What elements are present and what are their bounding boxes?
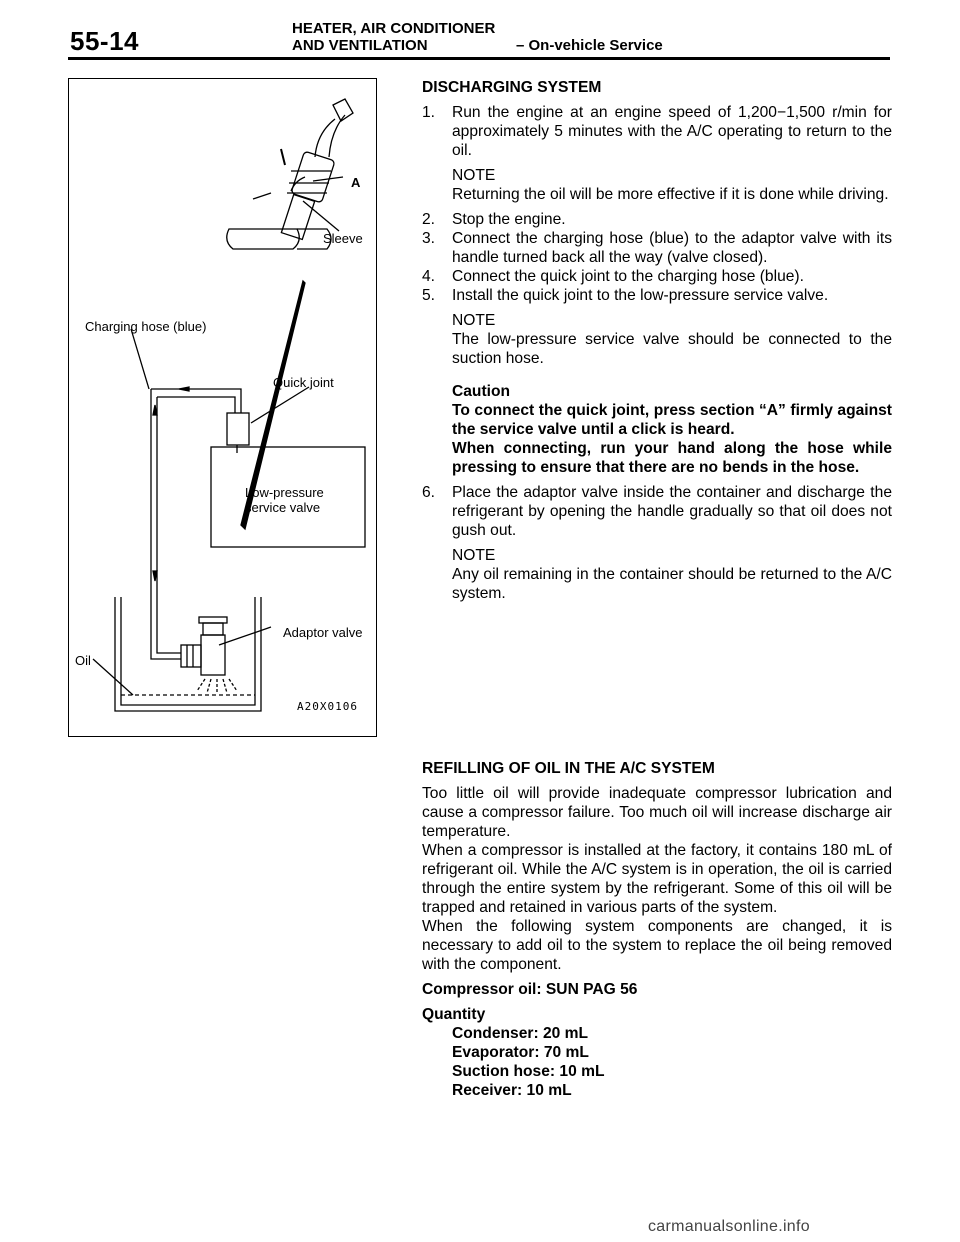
- step-5-text: Install the quick joint to the low-pressure service valve.: [452, 287, 829, 304]
- step-3-text: Connect the charging hose (blue) to the adaptor valve with its handle turned back all the way (valve closed).: [452, 230, 892, 266]
- refilling-para-2: When a compressor is installed at the factory, it contains 180 mL of refrigerant oil. While the A/C system is in operation, the oil is carried through the entire system by the refrigerant. Some of this oil will be trapped and retained in various parts of the system.: [422, 842, 892, 916]
- label-oil: Oil: [75, 653, 91, 668]
- figure-code: A20X0106: [297, 700, 358, 713]
- quantity-condenser: Condenser: 20 mL: [452, 1025, 589, 1042]
- note-3-label: NOTE: [452, 547, 496, 564]
- caution-text-2: When connecting, run your hand along the hose while pressing to ensure that there are no bends in the hose.: [452, 440, 892, 476]
- label-a: A: [351, 175, 361, 190]
- refilling-para-1: Too little oil will provide inadequate compressor lubrication and cause a compressor failure. Too much oil will increase discharge air temperature.: [422, 785, 892, 840]
- quantity-receiver: Receiver: 10 mL: [452, 1082, 572, 1099]
- discharging-heading: DISCHARGING SYSTEM: [422, 79, 602, 96]
- step-1-text: Run the engine at an engine speed of 1,200−1,500 r/min for approximately 5 minutes with the A/C operating to return to the oil.: [452, 104, 892, 159]
- label-adaptor-valve: Adaptor valve: [283, 625, 363, 640]
- label-sleeve: Sleeve: [323, 231, 363, 246]
- refilling-para-3: When the following system components are changed, it is necessary to add oil to the system to replace the oil being removed with the component.: [422, 918, 892, 973]
- header-section: – On-vehicle Service: [516, 37, 663, 54]
- step-6-text: Place the adaptor valve inside the container and discharge the refrigerant by opening the handle gradually so that oil does not gush out.: [452, 484, 892, 539]
- note-2-text: The low-pressure service valve should be connected to the suction hose.: [452, 331, 892, 367]
- page-number: 55-14: [70, 26, 139, 56]
- label-quick-joint: Quick joint: [273, 375, 334, 390]
- step-6: [422, 483, 892, 540]
- step-2-text: Stop the engine.: [452, 211, 566, 228]
- discharging-section: [422, 78, 892, 603]
- step-1: [422, 103, 892, 160]
- discharge-diagram: [68, 78, 377, 737]
- refilling-heading: REFILLING OF OIL IN THE A/C SYSTEM: [422, 760, 715, 777]
- header-title-line1: HEATER, AIR CONDITIONER: [292, 20, 496, 37]
- step-4-number: 4.: [422, 268, 436, 285]
- label-low-pressure-line2: service valve: [245, 500, 321, 515]
- step-1-number: 1.: [422, 104, 436, 121]
- watermark: carmanualsonline.info: [648, 1218, 810, 1235]
- step-5: [422, 286, 892, 305]
- caution-text-1: To connect the quick joint, press section “A” firmly against the service valve until a click is heard.: [452, 402, 892, 438]
- note-1-text: Returning the oil will be more effective if it is done while driving.: [452, 186, 889, 203]
- step-4: [422, 267, 892, 286]
- header-rule: [68, 57, 890, 60]
- step-4-text: Connect the quick joint to the charging hose (blue).: [452, 268, 804, 285]
- label-charging-hose: Charging hose (blue): [85, 319, 207, 334]
- header-title-line2: AND VENTILATION: [292, 37, 428, 54]
- caution-label: Caution: [452, 383, 511, 400]
- note-3-text: Any oil remaining in the container should be returned to the A/C system.: [452, 566, 892, 602]
- refilling-section: [422, 759, 892, 1100]
- label-low-pressure-line1: Low-pressure: [245, 485, 324, 500]
- step-5-number: 5.: [422, 287, 436, 304]
- step-3-number: 3.: [422, 230, 436, 247]
- note-1-label: NOTE: [452, 167, 496, 184]
- quantity-label: Quantity: [422, 1006, 486, 1023]
- step-2: [422, 210, 892, 229]
- compressor-oil-spec: Compressor oil: SUN PAG 56: [422, 981, 638, 998]
- step-3: [422, 229, 892, 267]
- step-2-number: 2.: [422, 211, 436, 228]
- step-6-number: 6.: [422, 484, 436, 501]
- quantity-suction-hose: Suction hose: 10 mL: [452, 1063, 605, 1080]
- note-2-label: NOTE: [452, 312, 496, 329]
- quantity-evaporator: Evaporator: 70 mL: [452, 1044, 589, 1061]
